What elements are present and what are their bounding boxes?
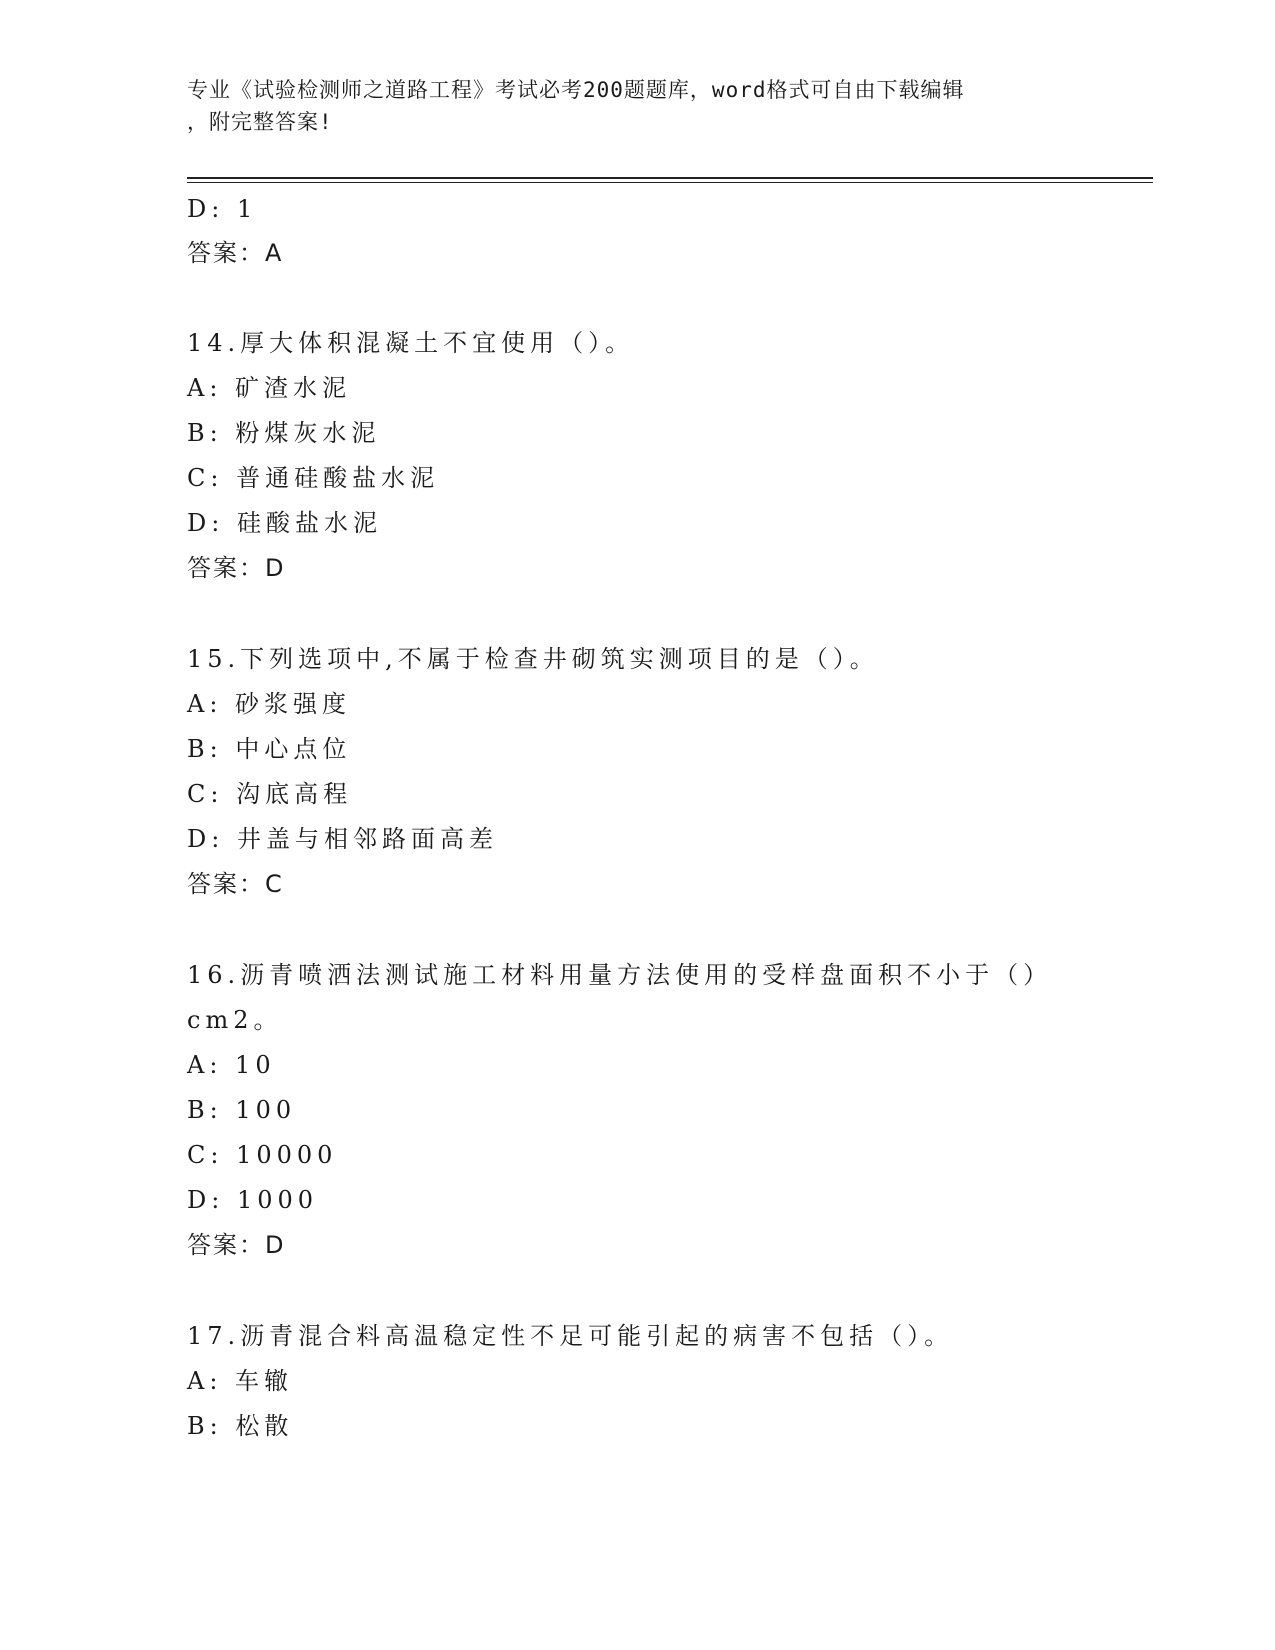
question-16-stem-cont: cm2。 [187, 1006, 283, 1034]
question-14-option-c: C: 普通硅酸盐水泥 [187, 464, 440, 492]
question-15-stem: 15.下列选项中,不属于检查井砌筑实测项目的是（）。 [187, 645, 879, 673]
question-14-stem: 14.厚大体积混凝土不宜使用（）。 [187, 329, 635, 357]
document-header [187, 74, 1087, 138]
question-17-option-a: A: 车辙 [187, 1367, 294, 1395]
question-16-stem: 16.沥青喷洒法测试施工材料用量方法使用的受样盘面积不小于（） [187, 961, 1053, 989]
question-17-stem: 17.沥青混合料高温稳定性不足可能引起的病害不包括（）。 [187, 1322, 954, 1350]
question-16-option-a: A: 10 [187, 1051, 276, 1079]
question-15-answer: 答案：C [187, 870, 284, 898]
question-15-option-a: A: 砂浆强度 [187, 690, 352, 718]
question-14-option-d: D: 硅酸盐水泥 [187, 509, 382, 537]
question-16-answer: 答案：D [187, 1231, 286, 1259]
question-16-option-c: C: 10000 [187, 1141, 338, 1169]
question-14-option-b: B: 粉煤灰水泥 [187, 419, 381, 447]
question-15-option-b: B: 中心点位 [187, 735, 352, 763]
question-17-option-b: B: 松散 [187, 1412, 294, 1440]
question-14-option-a: A: 矿渣水泥 [187, 374, 352, 402]
question-14-answer: 答案：D [187, 554, 286, 582]
question-15-option-d: D: 井盖与相邻路面高差 [187, 825, 498, 853]
question-15-option-c: C: 沟底高程 [187, 780, 353, 808]
header-rule-thin [187, 182, 1153, 183]
prev-answer: 答案：A [187, 239, 284, 267]
question-16-option-d: D: 1000 [187, 1186, 319, 1214]
header-rule-thick [187, 177, 1153, 179]
question-16-option-b: B: 100 [187, 1096, 297, 1124]
header-line-1: 专业《试验检测师之道路工程》考试必考200题题库，word格式可自由下载编辑 [187, 78, 965, 102]
header-line-2: ，附完整答案! [187, 110, 333, 134]
prev-option-d: D: 1 [187, 195, 258, 223]
